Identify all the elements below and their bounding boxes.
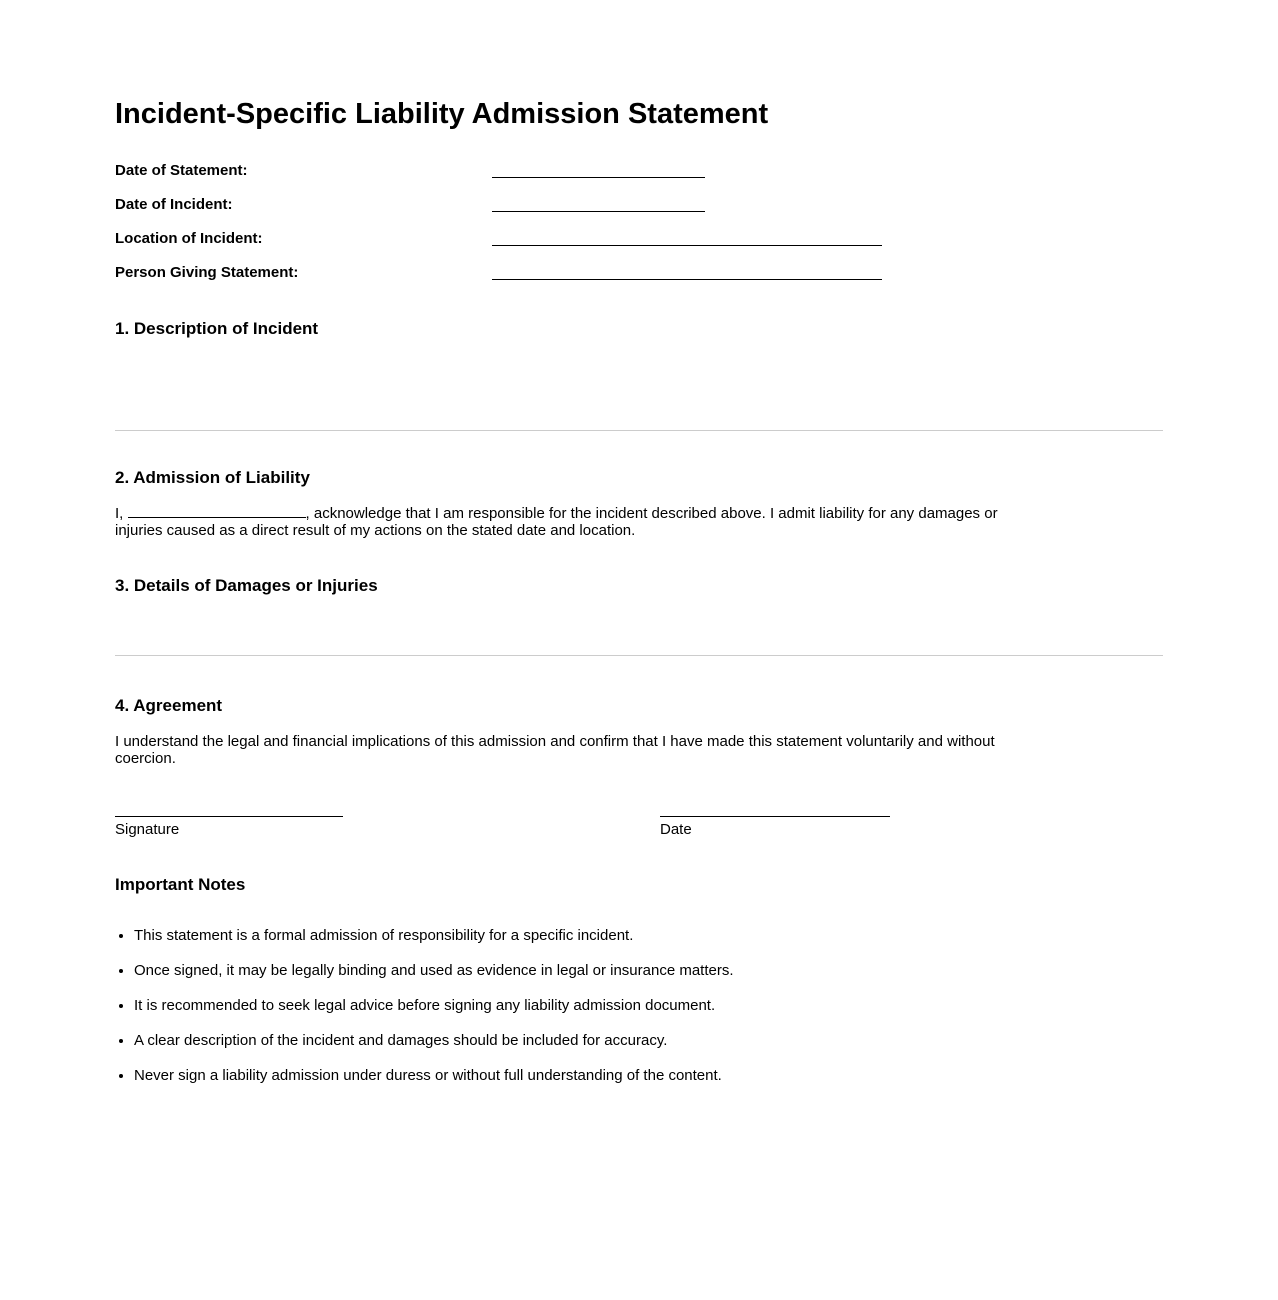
date-of-statement-label: Date of Statement: (115, 162, 248, 179)
section-heading-details-of-damages: 3. Details of Damages or Injuries (115, 576, 378, 595)
note-item: • This statement is a formal admission of responsibility for a specific incident. (134, 927, 1048, 944)
damages-blank-area (115, 596, 1048, 655)
date-blank-line (660, 816, 890, 817)
location-of-incident-blank-line (492, 229, 882, 246)
note-item: • Never sign a liability admission under duress or without full understanding of the content. (134, 1067, 1048, 1084)
signature-label: Signature (115, 821, 180, 838)
date-of-statement-blank-line (492, 161, 705, 178)
date-of-incident-label: Date of Incident: (115, 196, 233, 213)
admission-text-prefix: I, (115, 505, 124, 522)
field-row-location-of-incident (115, 229, 1048, 263)
admission-name-blank-line (128, 505, 306, 518)
admission-paragraph (115, 505, 1048, 539)
description-blank-area (115, 339, 1048, 430)
document-title: Incident-Specific Liability Admission Statement (115, 98, 769, 130)
field-row-date-of-incident (115, 195, 1048, 229)
field-row-person-giving-statement (115, 263, 1048, 297)
signature-blank-line (115, 816, 343, 817)
person-giving-statement-label: Person Giving Statement: (115, 264, 299, 281)
important-notes-list (115, 927, 1048, 1084)
note-item: • It is recommended to seek legal advice before signing any liability admission document. (134, 997, 1048, 1014)
section-divider (115, 430, 1163, 431)
field-row-date-of-statement (115, 161, 1048, 195)
important-notes-heading: Important Notes (115, 875, 246, 894)
admission-text-suffix: , acknowledge that I am responsible for the incident described above. I admit liability for any damages or injuries caused as a direct result of my actions on the stated date and location. (115, 505, 998, 539)
person-giving-statement-blank-line (492, 263, 882, 280)
signature-column (115, 816, 343, 838)
date-column (660, 816, 890, 838)
location-of-incident-label: Location of Incident: (115, 230, 263, 247)
signature-row (115, 816, 1048, 838)
date-label: Date (660, 821, 692, 838)
section-divider (115, 655, 1163, 656)
date-of-incident-blank-line (492, 195, 705, 212)
section-heading-description-of-incident: 1. Description of Incident (115, 319, 319, 338)
agreement-paragraph: I understand the legal and financial implications of this admission and confirm that I have made this statement voluntarily and without coercion. (115, 733, 995, 767)
section-heading-agreement: 4. Agreement (115, 696, 223, 715)
section-heading-admission-of-liability: 2. Admission of Liability (115, 468, 310, 487)
note-item: • A clear description of the incident and damages should be included for accuracy. (134, 1032, 1048, 1049)
note-item: • Once signed, it may be legally binding and used as evidence in legal or insurance matters. (134, 962, 1048, 979)
